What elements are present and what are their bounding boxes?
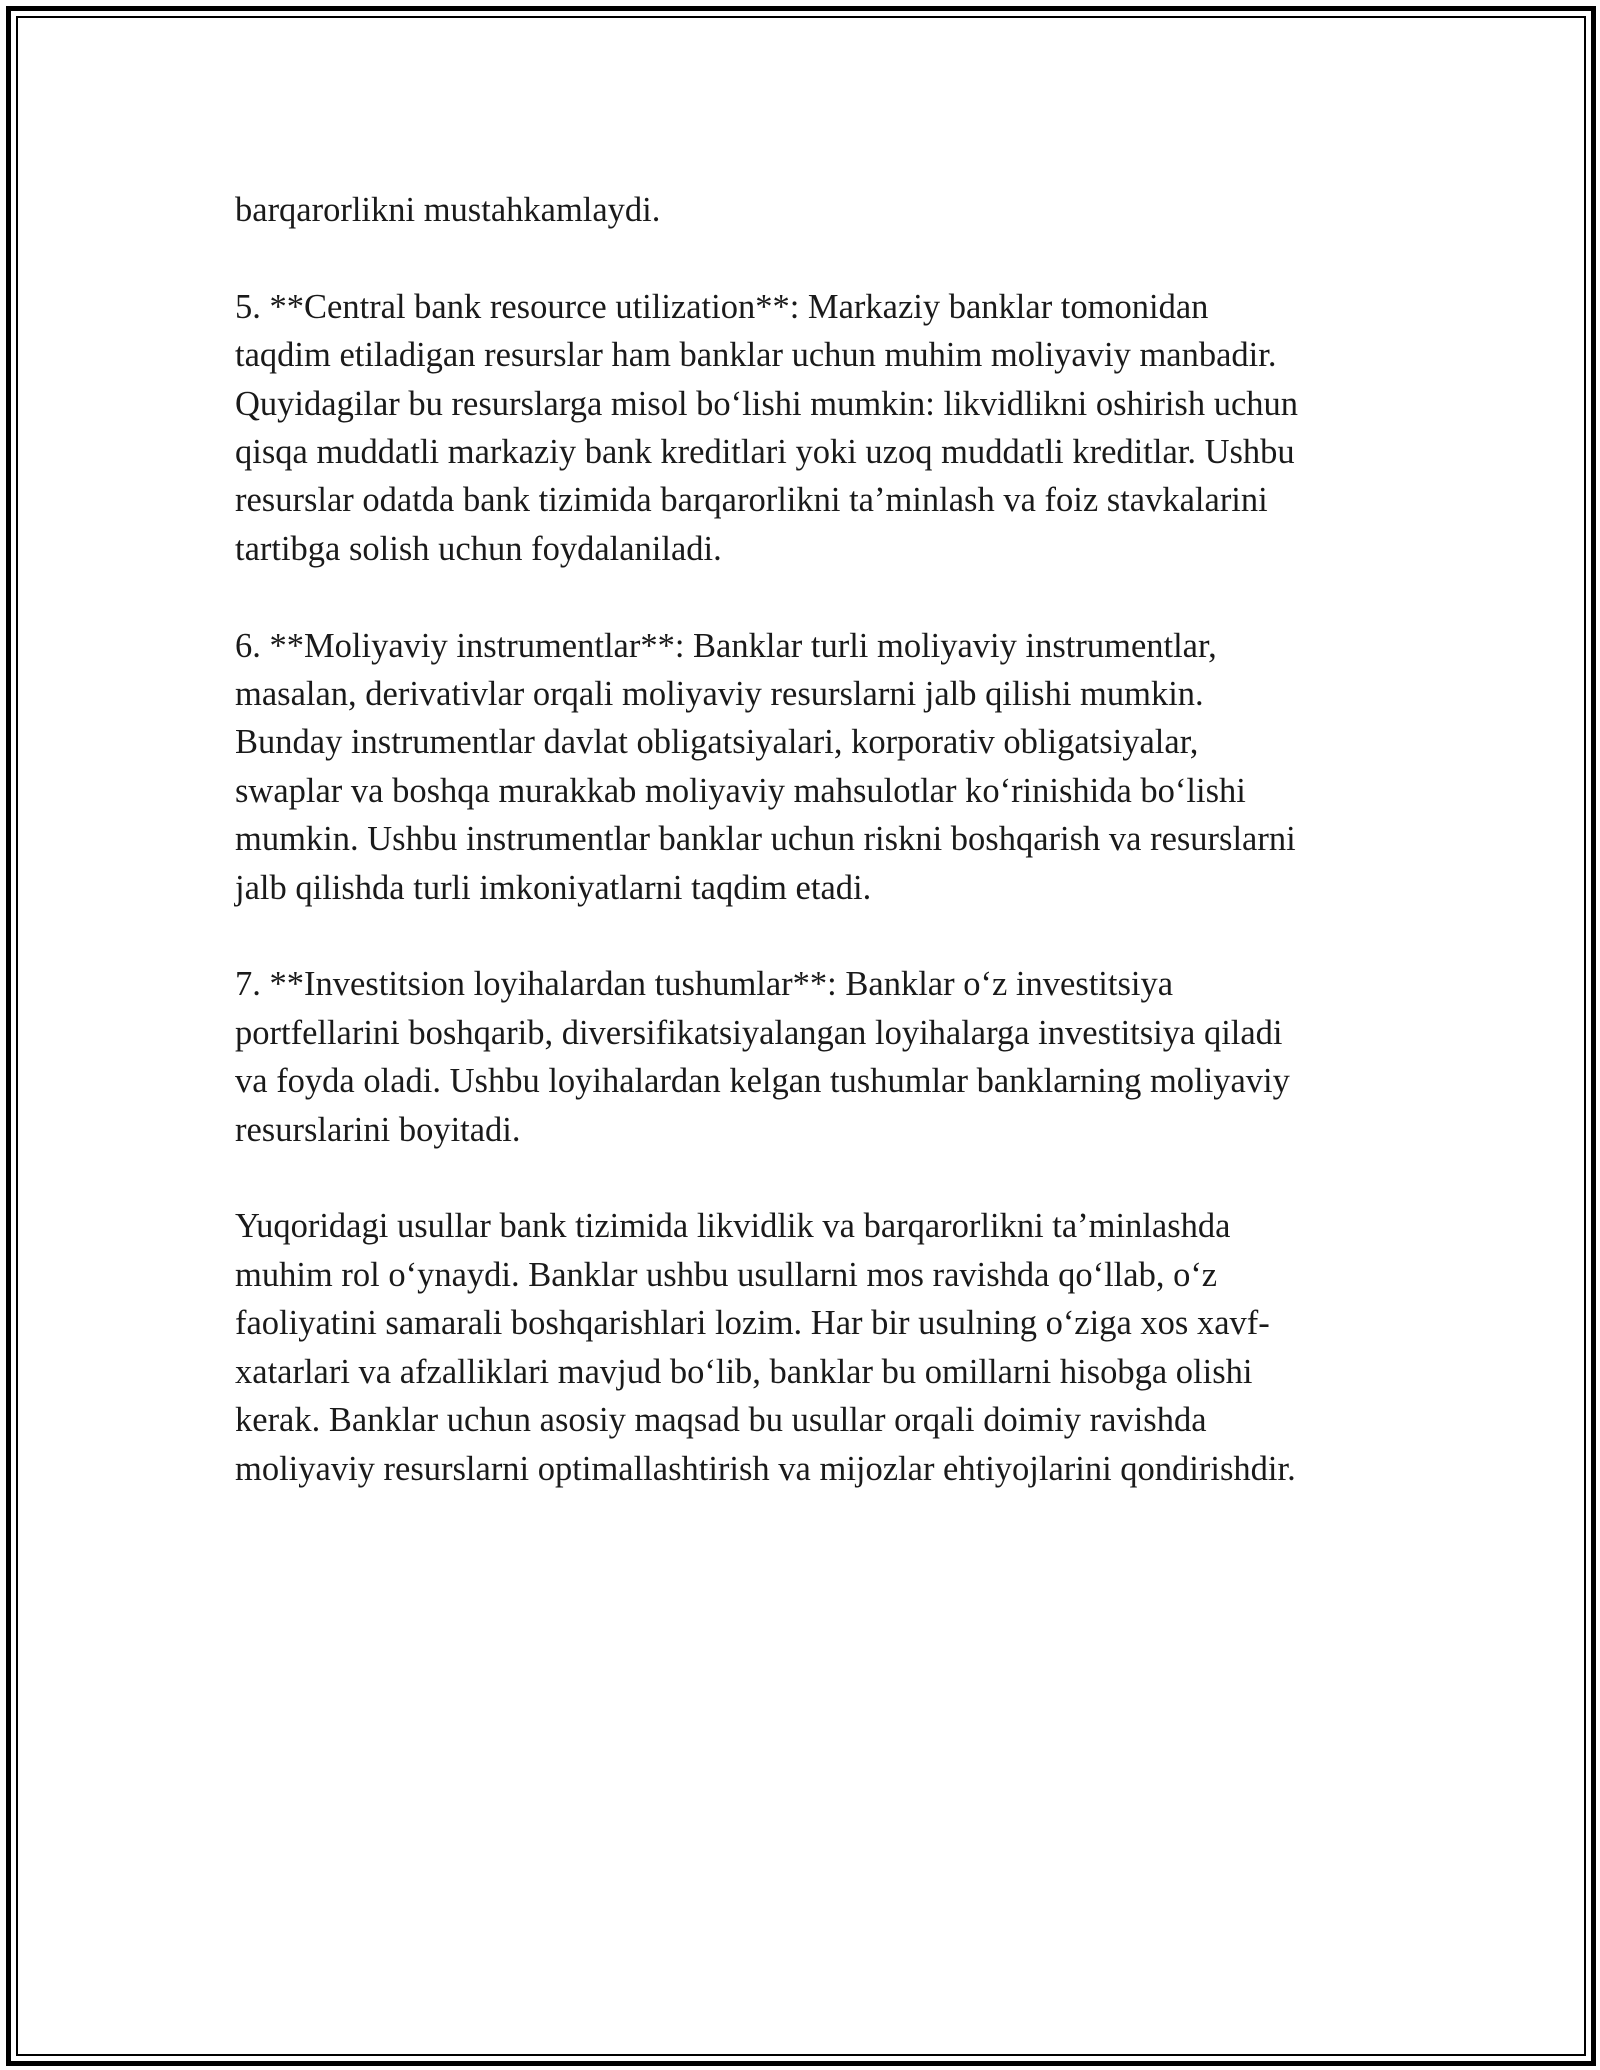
- paragraph-continuation: [235, 186, 1385, 234]
- text-line: qisqa muddatli markaziy bank kreditlari yoki uzoq muddatli kreditlar. Ushbu: [235, 433, 1295, 472]
- text-line: 7. **Investitsion loyihalardan tushumlar**: Banklar oʻz investitsiya: [235, 965, 1174, 1004]
- text-line: masalan, derivativlar orqali moliyaviy resurslarni jalb qilishi mumkin.: [235, 675, 1204, 714]
- paragraph-conclusion: [235, 1202, 1385, 1492]
- text-line: swaplar va boshqa murakkab moliyaviy mahsulotlar koʻrinishida boʻlishi: [235, 771, 1246, 810]
- text-line: moliyaviy resurslarni optimallashtirish va mijozlar ehtiyojlarini qondirishdir.: [235, 1449, 1296, 1488]
- paragraph-item-5: [235, 283, 1385, 573]
- text-line: portfellarini boshqarib, diversifikatsiyalangan loyihalarga investitsiya qiladi: [235, 1013, 1283, 1052]
- text-line: va foyda oladi. Ushbu loyihalardan kelgan tushumlar banklarning moliyaviy: [235, 1062, 1290, 1101]
- text-line: 5. **Central bank resource utilization**: Markaziy banklar tomonidan: [235, 287, 1209, 326]
- text-line: Yuqoridagi usullar bank tizimida likvidlik va barqarorlikni taʼminlashda: [235, 1207, 1231, 1246]
- document-body: [235, 186, 1385, 1493]
- text-line: resurslarini boyitadi.: [235, 1110, 521, 1149]
- text-line: 6. **Moliyaviy instrumentlar**: Banklar turli moliyaviy instrumentlar,: [235, 626, 1217, 665]
- paragraph-item-6: [235, 622, 1385, 912]
- text-line: kerak. Banklar uchun asosiy maqsad bu usullar orqali doimiy ravishda: [235, 1401, 1207, 1440]
- text-line: tartibga solish uchun foydalaniladi.: [235, 529, 722, 568]
- text-line: Bunday instrumentlar davlat obligatsiyalari, korporativ obligatsiyalar,: [235, 723, 1199, 762]
- paragraph-item-7: [235, 960, 1385, 1154]
- text-line: faoliyatini samarali boshqarishlari lozim. Har bir usulning oʻziga xos xavf-: [235, 1304, 1270, 1343]
- text-line: mumkin. Ushbu instrumentlar banklar uchun riskni boshqarish va resurslarni: [235, 820, 1296, 859]
- text-line: muhim rol oʻynaydi. Banklar ushbu usullarni mos ravishda qoʻllab, oʻz: [235, 1255, 1218, 1294]
- text-line: taqdim etiladigan resurslar ham banklar uchun muhim moliyaviy manbadir.: [235, 336, 1277, 375]
- text-line: barqarorlikni mustahkamlaydi.: [235, 191, 661, 229]
- text-line: xatarlari va afzalliklari mavjud boʻlib, banklar bu omillarni hisobga olishi: [235, 1352, 1253, 1391]
- text-line: resurslar odatda bank tizimida barqarorlikni taʼminlash va foiz stavkalarini: [235, 481, 1268, 520]
- text-line: jalb qilishda turli imkoniyatlarni taqdim etadi.: [235, 868, 872, 907]
- text-line: Quyidagilar bu resurslarga misol boʻlishi mumkin: likvidlikni oshirish uchun: [235, 384, 1299, 423]
